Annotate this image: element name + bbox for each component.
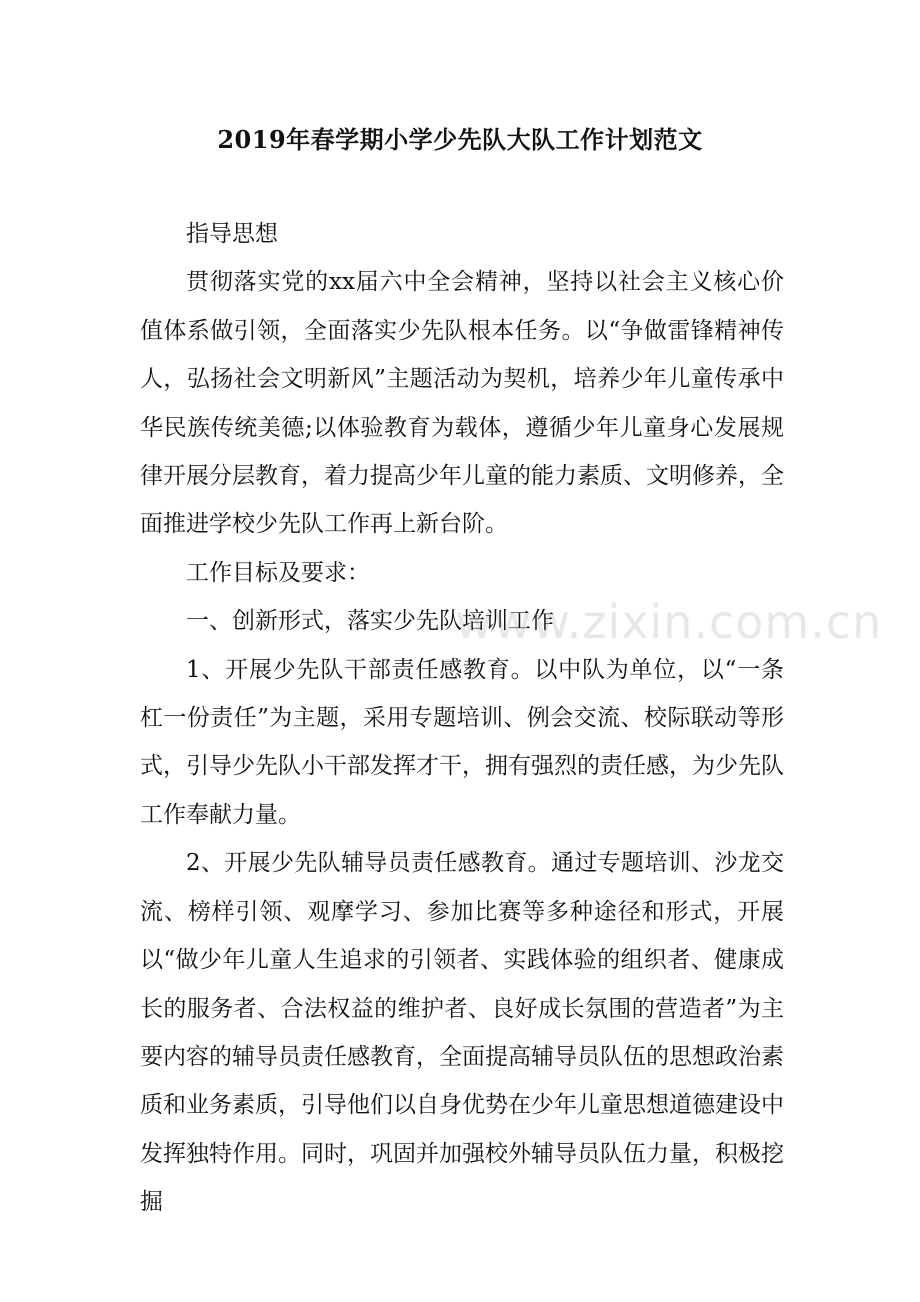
document-title: 2019年春学期小学少先队大队工作计划范文 — [217, 125, 703, 154]
paragraph-guiding-thought: 贯彻落实党的xx届六中全会精神，坚持以社会主义核心价值体系做引领，全面落实少先队根本任务。以“争做雷锋精神传人，弘扬社会文明新风”主题活动为契机，培养少年儿童传承中华民族传统美德;以体验教育为载体，遵循少年儿童身心发展规律开展分层教育，着力提高少年儿童的能力素质、文明修养，全面推进学校少先队工作再上新台阶。 — [140, 269, 784, 538]
paragraph-cadre-education: 1、开展少先队干部责任感教育。以中队为单位，以“一条杠一份责任”为主题，采用专题培训、例会交流、校际联动等形式，引导少先队小干部发挥才干，拥有强烈的责任感，为少先队工作奉献力量。 — [140, 656, 784, 828]
paragraph-counselor-education: 2、开展少先队辅导员责任感教育。通过专题培训、沙龙交流、榜样引领、观摩学习、参加比赛等多种途径和形式，开展以“做少年儿童人生追求的引领者、实践体验的组织者、健康成长的服务者、合法权益的维护者、良好成长氛围的营造者”为主要内容的辅导员责任感教育，全面提高辅导员队伍的思想政治素质和业务素质，引导他们以自身优势在少年儿童思想道德建设中发挥独特作用。同时，巩固并加强校外辅导员队伍力量，积极挖掘 — [140, 850, 784, 1216]
watermark: www.zixin.com.cn — [455, 595, 883, 649]
section-heading-goals: 工作目标及要求： — [186, 559, 370, 586]
document-body — [140, 210, 784, 1227]
section-heading-guiding-thought: 指导思想 — [186, 221, 278, 247]
section-heading-training: 一、创新形式，落实少先队培训工作 — [186, 608, 554, 635]
